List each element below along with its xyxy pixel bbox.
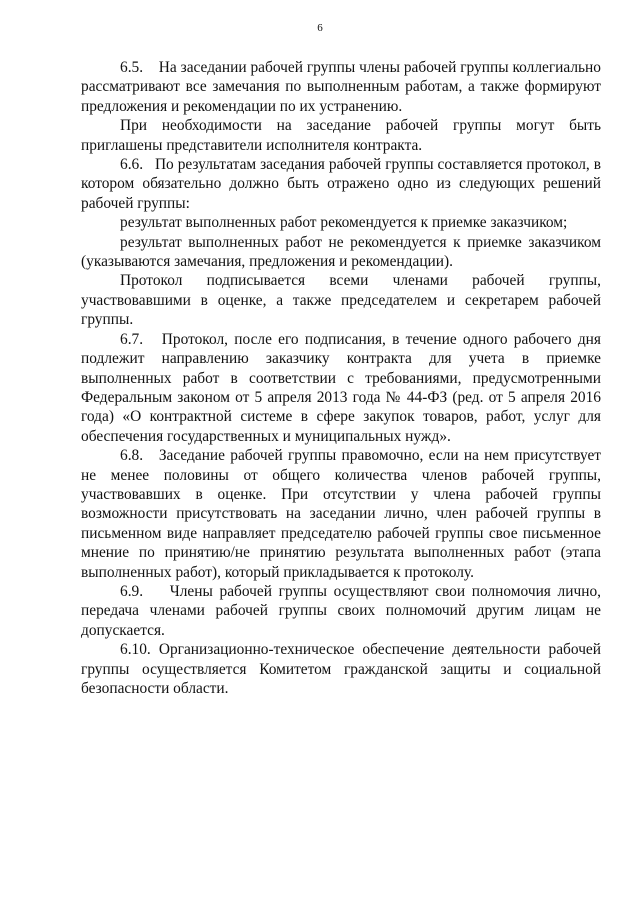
paragraph-contractor-invite: При необходимости на заседание рабочей группы могут быть приглашены представители исполнителя контракта. xyxy=(81,117,601,154)
paragraph-6-10: 6.10. Организационно-техническое обеспечение деятельности рабочей группы осуществляется Комитетом гражданской защиты и социальной безопасности области. xyxy=(81,641,601,697)
page-number: 6 xyxy=(317,22,323,34)
paragraph-6-5: 6.5. На заседании рабочей группы члены рабочей группы коллегиально рассматривают все замечания по выполненным работам, а также формируют предложения и рекомендации по их устранению. xyxy=(81,59,601,115)
paragraph-6-6: 6.6. По результатам заседания рабочей группы составляется протокол, в котором обязательно должно быть отражено одно из следующих решений рабочей группы: xyxy=(81,156,601,212)
paragraph-6-8: 6.8. Заседание рабочей группы правомочно, если на нем присутствует не менее половины от общего количества членов рабочей группы, участвовавших в оценке. При отсутствии у члена рабочей группы возможности присутствовать на заседании лично, член рабочей группы в письменном виде направляет председателю рабочей группы свое письменное мнение по принятию/не принятию результата выполненных работ (этапа выполненных работ), который прикладывается к протоколу. xyxy=(81,447,601,581)
paragraph-6-7: 6.7. Протокол, после его подписания, в течение одного рабочего дня подлежит направлению заказчику контракта для учета в приемке выполненных работ в соответствии с требованиями, предусмотренными Федеральным законом от 5 апреля 2013 года № 44-ФЗ (ред. от 5 апреля 2016 года) «О контрактной системе в сфере закупок товаров, работ, услуг для обеспечения государственных и муниципальных нужд». xyxy=(81,330,601,445)
decision-option-not-recommended: результат выполненных работ не рекомендуется к приемке заказчиком (указываются замечания, предложения и рекомендации). xyxy=(81,233,601,271)
document-body xyxy=(81,58,601,698)
paragraph-protocol-signing: Протокол подписывается всеми членами рабочей группы, участвовавшими в оценке, а также председателем и секретарем рабочей группы. xyxy=(81,272,601,329)
decision-option-recommended: результат выполненных работ рекомендуется к приемке заказчиком; xyxy=(120,214,568,232)
paragraph-6-9: 6.9. Члены рабочей группы осуществляют свои полномочия лично, передача членами рабочей группы своих полномочий другим лицам не допускается. xyxy=(81,582,601,639)
